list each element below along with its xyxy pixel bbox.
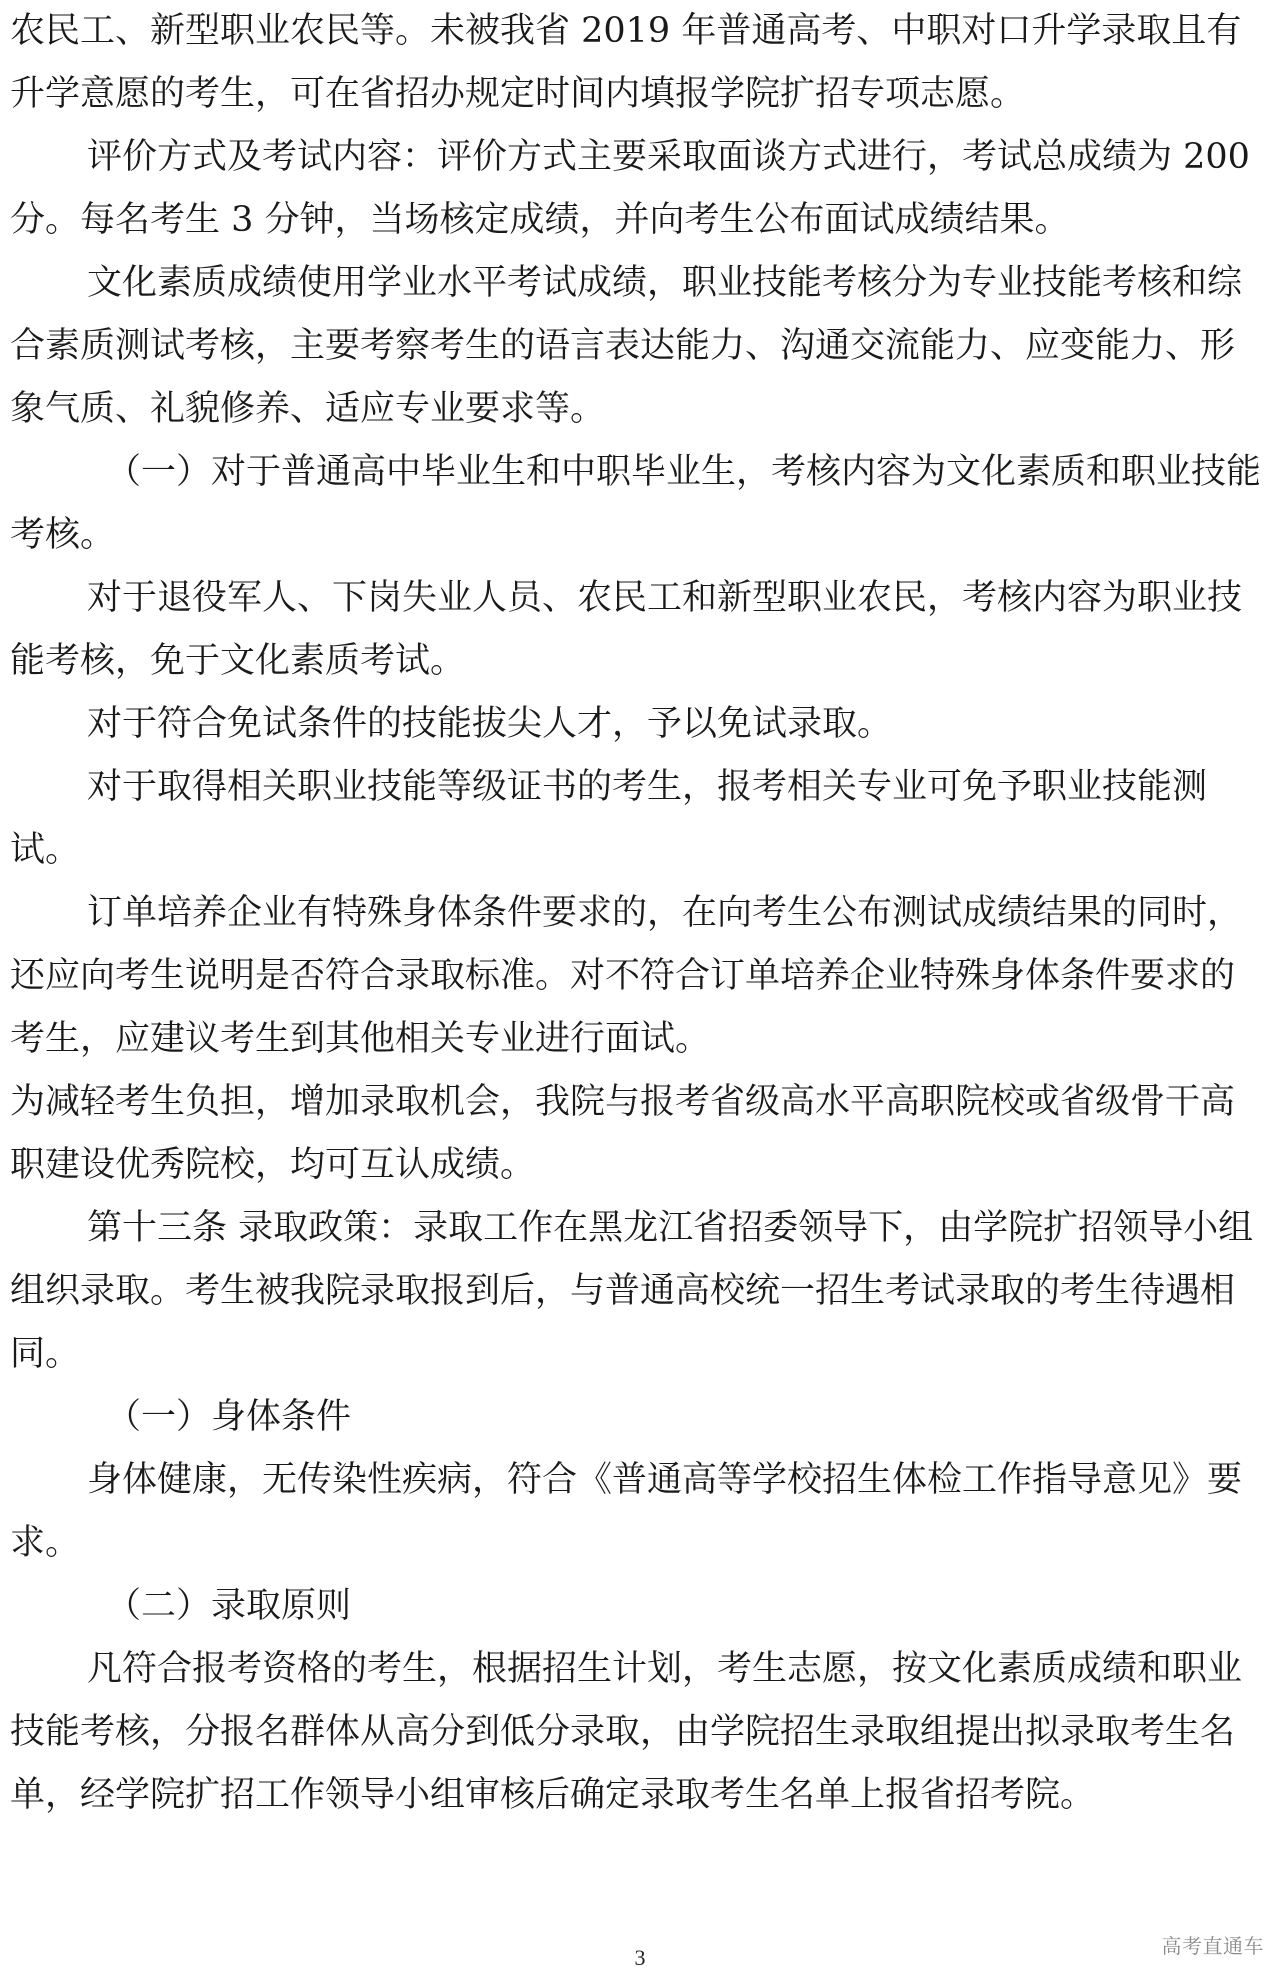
paragraph-exempt-talent: 对于符合免试条件的技能拔尖人才，予以免试录取。 [87,704,893,744]
paragraph-certificate: 对于取得相关职业技能等级证书的考生，报考相关专业可免予职业技能测试。 [10,767,1208,870]
paragraph-article-13: 第十三条 录取政策：录取工作在黑龙江省招委领导下，由学院扩招领导小组组织录取。考生被我院录取报到后，与普通高校统一招生考试录取的考生待遇相同。 [10,1208,1254,1374]
paragraph-physical-condition: 身体健康，无传染性疾病，符合《普通高等学校招生体检工作指导意见》要求。 [10,1460,1243,1563]
heading-physical-condition: （一）身体条件 [106,1397,352,1437]
paragraph-continuation: 农民工、新型职业农民等。未被我省 2019 年普通高考、中职对口升学录取且有升学意愿的考生，可在省招办规定时间内填报学院扩招专项志愿。 [10,11,1242,114]
watermark-text: 高考直通车 [1161,1934,1264,1958]
paragraph-graduates: （一）对于普通高中毕业生和中职毕业生，考核内容为文化素质和职业技能考核。 [10,452,1262,555]
paragraph-mutual-recognition: 为减轻考生负担，增加录取机会，我院与报考省级高水平高职院校或省级骨干高职建设优秀院校，均可互认成绩。 [10,1082,1236,1185]
paragraph-admission-principle: 凡符合报考资格的考生，根据招生计划，考生志愿，按文化素质成绩和职业技能考核，分报名群体从高分到低分录取，由学院招生录取组提出拟录取考生名单，经学院扩招工作领导小组审核后确定录取考生名单上报省招考院。 [10,1649,1243,1815]
page-number: 3 [634,1945,646,1970]
paragraph-culture-score: 文化素质成绩使用学业水平考试成绩，职业技能考核分为专业技能考核和综合素质测试考核，主要考察考生的语言表达能力、沟通交流能力、应变能力、形象气质、礼貌修养、适应专业要求等。 [10,263,1243,429]
paragraph-order-training: 订单培养企业有特殊身体条件要求的，在向考生公布测试成绩结果的同时，还应向考生说明是否符合录取标准。对不符合订单培养企业特殊身体条件要求的考生，应建议考生到其他相关专业进行面试。 [10,893,1243,1059]
heading-admission-principle: （二）录取原则 [106,1586,352,1626]
paragraph-evaluation-method: 评价方式及考试内容：评价方式主要采取面谈方式进行，考试总成绩为 200 分。每名考生 3 分钟，当场核定成绩，并向考生公布面试成绩结果。 [10,137,1250,240]
paragraph-veterans: 对于退役军人、下岗失业人员、农民工和新型职业农民，考核内容为职业技能考核，免于文化素质考试。 [10,578,1243,681]
document-body [10,0,1262,1827]
